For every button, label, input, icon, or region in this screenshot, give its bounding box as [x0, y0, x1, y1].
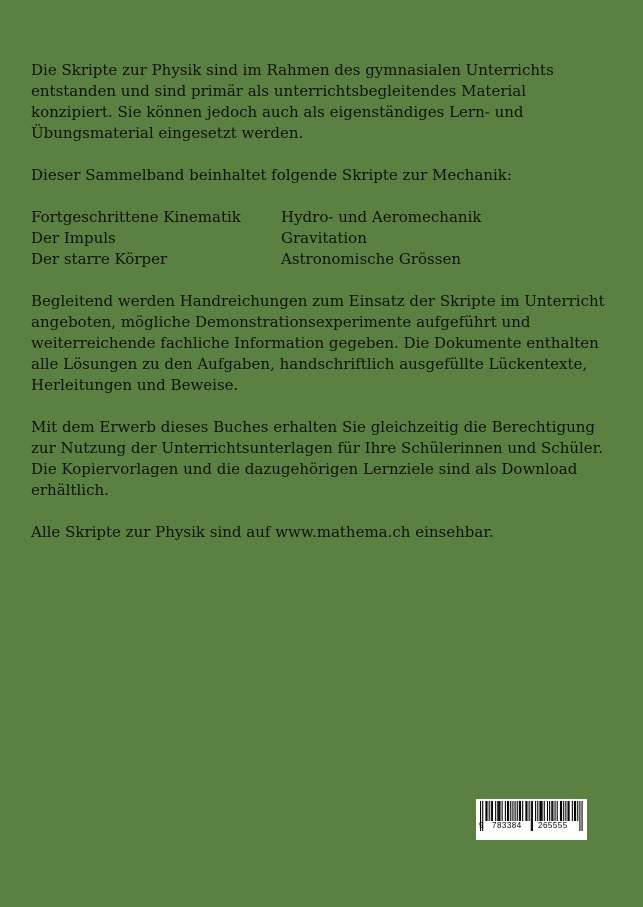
barcode-bar	[492, 801, 493, 821]
barcode-bar	[489, 801, 490, 821]
barcode-bar	[519, 801, 520, 821]
barcode-bar	[560, 801, 561, 821]
barcode-bar	[565, 801, 566, 821]
website-paragraph: Alle Skripte zur Physik sind auf www.mathema.ch einsehbar.	[31, 523, 494, 541]
barcode-bar	[491, 801, 492, 821]
barcode-bar	[575, 801, 576, 821]
barcode-bar	[574, 801, 575, 821]
barcode-bar	[542, 801, 543, 821]
barcode-bar	[552, 801, 553, 821]
barcode-bar	[555, 801, 556, 821]
skript-item: Der Impuls	[31, 229, 116, 247]
skript-item: Gravitation	[281, 229, 367, 247]
barcode-digits-left: 783384	[492, 821, 522, 830]
barcode-bar	[532, 801, 533, 831]
barcode-bar	[540, 801, 541, 821]
barcode-bar	[495, 801, 496, 821]
intro-paragraph: Die Skripte zur Physik sind im Rahmen des gymnasialen Unterrichts entstanden und sind primär als unterrichtsbegleitendes Material konzipiert. Sie können jedoch auch als eigenständiges Lern- und Übungsmaterial eingesetzt werden.	[31, 61, 554, 142]
barcode-bar	[525, 801, 526, 821]
erwerb-paragraph: Mit dem Erwerb dieses Buches erhalten Sie gleichzeitig die Berechtigung zur Nutzung der Unterrichtsunterlagen für Ihre Schülerinnen und Schüler. Die Kopiervorlagen und die dazugehörigen Lernziele sind als Download erhältlich.	[31, 418, 603, 499]
barcode-bar	[497, 801, 498, 821]
barcode-bars	[476, 799, 587, 840]
barcode-bar	[563, 801, 564, 821]
barcode-bar	[582, 801, 583, 831]
barcode-bar	[539, 801, 540, 821]
barcode-bar	[517, 801, 518, 821]
skript-item: Hydro- und Aeromechanik	[281, 208, 482, 226]
barcode-bar	[577, 801, 578, 821]
barcode-bar	[505, 801, 506, 821]
barcode-bar	[522, 801, 523, 821]
barcode-bar	[535, 801, 536, 821]
skripte-list	[31, 207, 611, 270]
barcode-bar	[507, 801, 508, 821]
barcode-bar	[544, 801, 545, 821]
barcode-bar	[549, 801, 550, 821]
barcode-bar	[508, 801, 509, 821]
back-cover-text	[31, 60, 611, 564]
barcode-bar	[531, 801, 532, 831]
barcode	[476, 799, 587, 840]
barcode-bar	[520, 801, 521, 821]
skript-item: Fortgeschrittene Kinematik	[31, 208, 241, 226]
barcode-bar	[529, 801, 530, 821]
barcode-bar	[569, 801, 570, 821]
barcode-bar	[486, 801, 487, 821]
barcode-bar	[526, 801, 527, 821]
barcode-bar	[557, 801, 558, 821]
barcode-bar	[485, 801, 486, 821]
barcode-bar	[572, 801, 573, 821]
barcode-bar	[499, 801, 500, 821]
barcode-digits-right: 265555	[538, 821, 568, 830]
barcode-bar	[579, 801, 580, 831]
handreichungen-paragraph: Begleitend werden Handreichungen zum Einsatz der Skripte im Unterricht angeboten, mögliche Demonstrationsexperimente aufgeführt und weiterreichende fachliche Information gegeben. Die Dokumente enthalten alle Lösungen zu den Aufgaben, handschriftlich ausgefüllte Lückentexte, Herleitungen und Beweise.	[31, 292, 605, 394]
barcode-bar	[515, 801, 516, 821]
barcode-bar	[567, 801, 568, 821]
barcode-bar	[551, 801, 552, 821]
barcode-bar	[512, 801, 513, 821]
barcode-bar	[502, 801, 503, 821]
barcode-bar	[510, 801, 511, 821]
barcode-bar	[561, 801, 562, 821]
barcode-bar	[547, 801, 548, 821]
list-intro: Dieser Sammelband beinhaltet folgende Skripte zur Mechanik:	[31, 166, 512, 184]
barcode-bar	[537, 801, 538, 821]
barcode-bar	[498, 801, 499, 821]
skript-item: Der starre Körper	[31, 250, 168, 268]
skript-item: Astronomische Grössen	[281, 250, 461, 268]
barcode-digit-first: 9	[479, 821, 484, 830]
